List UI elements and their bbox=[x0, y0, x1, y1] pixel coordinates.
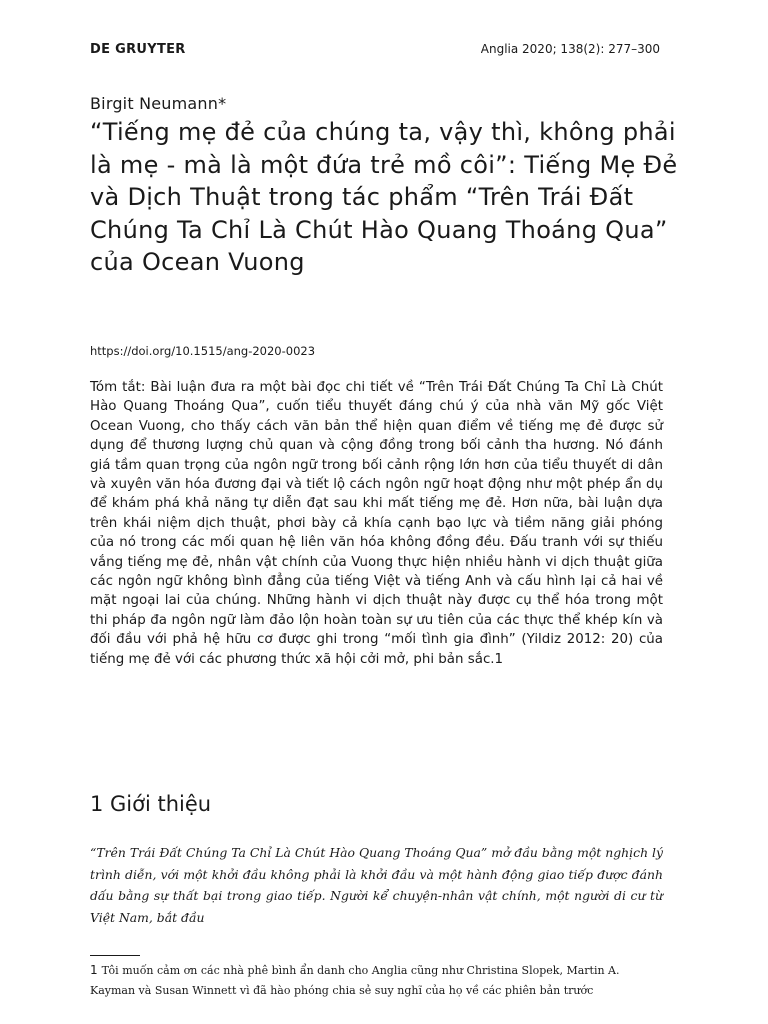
footnote-divider bbox=[90, 955, 140, 956]
footnote bbox=[90, 960, 665, 1001]
article-title: “Tiếng mẹ đẻ của chúng ta, vậy thì, không phải là mẹ - mà là một đứa trẻ mồ côi”: Tiếng Mẹ Đẻ và Dịch Thuật trong tác phẩm “Trên Trái Đất Chúng Ta Chỉ Là Chút Hào Quang Thoáng Qua” của Ocean Vuong bbox=[90, 118, 678, 276]
author-name: Birgit Neumann* bbox=[90, 94, 227, 113]
intro-paragraph: “Trên Trái Đất Chúng Ta Chỉ Là Chút Hào Quang Thoáng Qua” mở đầu bằng một nghịch lý trình diễn, với một khởi đầu không phải là khởi đầu và một hành động giao tiếp được đánh dấu bằng sự thất bại trong giao tiếp. Người kể chuyện-nhân vật chính, một người di cư từ Việt Nam, bắt đầu bbox=[90, 845, 663, 925]
abstract-text: Tóm tắt: Bài luận đưa ra một bài đọc chi tiết về “Trên Trái Đất Chúng Ta Chỉ Là Chút Hào Quang Thoáng Qua”, cuốn tiểu thuyết đáng chú ý của nhà văn Mỹ gốc Việt Ocean Vuong, cho thấy cách văn bản thể hiện quan điểm về tiếng mẹ đẻ được sử dụng để thương lượng chủ quan và cộng đồng trong bối cảnh tha hương. Nó đánh giá tầm quan trọng của ngôn ngữ trong bối cảnh rộng lớn hơn của tiểu thuyết di dân và xuyên văn hóa đương đại và tiết lộ cách ngôn ngữ hoạt động như một phép ẩn dụ để khám phá khả năng tự diễn đạt sau khi mất tiếng mẹ đẻ. Hơn nữa, bài luận dựa trên khái niệm dịch thuật, phơi bày cả khía cạnh bạo lực và tiềm năng giải phóng của nó trong các mối quan hệ liên văn hóa không đồng đều. Đấu tranh với sự thiếu vắng tiếng mẹ đẻ, nhân vật chính của Vuong thực hiện nhiều hành vi dịch thuật giữa các ngôn ngữ không bình đẳng của tiếng Việt và tiếng Anh và cấu hình lại cả hai về mặt ngoại lai của chúng. Những hành vi dịch thuật này được cụ thể hóa trong một thi pháp đa ngôn ngữ làm đảo lộn hoàn toàn sự ưu tiên của các thực thể khép kín và đối đầu với phả hệ hữu cơ được ghi trong “mối tình gia đình” (Yildiz 2012: 20) của tiếng mẹ đẻ với các phương thức xã hội cởi mở, phi bản sắc.1 bbox=[90, 380, 663, 667]
footnote-mark: 1 bbox=[90, 963, 98, 977]
publisher-name: DE GRUYTER bbox=[90, 42, 186, 57]
page-header bbox=[90, 42, 660, 64]
footnote-text: Tôi muốn cảm ơn các nhà phê bình ẩn danh cho Anglia cũng như Christina Slopek, Martin A. Kayman và Susan Winnett vì đã hào phóng chia sẻ suy nghĩ của họ về các phiên bản trước bbox=[90, 964, 620, 997]
journal-reference: Anglia 2020; 138(2): 277–300 bbox=[480, 42, 660, 56]
doi-link[interactable]: https://doi.org/10.1515/ang-2020-0023 bbox=[90, 344, 316, 358]
section-heading: 1 Giới thiệu bbox=[90, 792, 212, 816]
